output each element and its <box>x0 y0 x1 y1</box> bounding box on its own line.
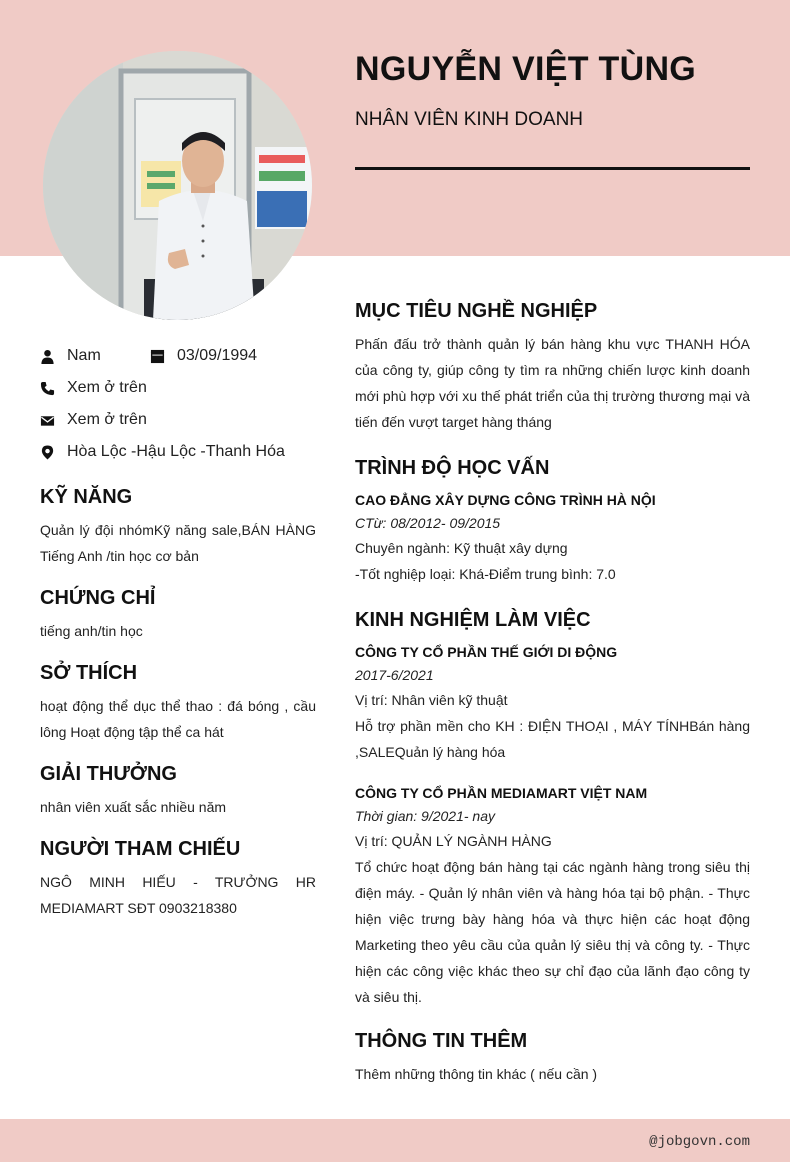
right-column <box>355 300 750 1109</box>
objective-text: Phấn đấu trở thành quản lý bán hàng khu vực THANH HÓA của công ty, giúp công ty tìm ra những chiến lược kinh doanh mới phù hợp với xu thế phát triển của thị trường thương mại và tiến đến vượt target hàng tháng <box>355 336 750 430</box>
job-entry <box>355 781 750 1010</box>
job-description: Hỗ trợ phần mền cho KH : ĐIỆN THOẠI , MÁY TÍNHBán hàng ,SALEQuản lý hàng hóa <box>355 718 750 760</box>
certificates-heading: CHỨNG CHỈ <box>40 587 156 609</box>
certificates-text: tiếng anh/tin học <box>40 623 143 639</box>
skills-heading: KỸ NĂNG <box>40 486 133 508</box>
additional-section <box>355 1030 750 1087</box>
footer-brand: @jobgovn.com <box>649 1134 750 1150</box>
job-period: 2017-6/2021 <box>355 667 434 683</box>
birthdate-value: 03/09/1994 <box>177 347 258 364</box>
education-grade: -Tốt nghiệp loại: Khá-Điểm trung bình: 7.0 <box>355 566 616 582</box>
phone-icon <box>40 380 55 396</box>
job-period: Thời gian: 9/2021- nay <box>355 808 495 824</box>
phone-row <box>40 372 316 404</box>
references-heading: NGƯỜI THAM CHIẾU <box>40 838 241 860</box>
mail-icon <box>40 412 55 428</box>
location-pin-icon <box>40 444 55 460</box>
experience-section <box>355 609 750 1010</box>
awards-heading: GIẢI THƯỞNG <box>40 763 177 785</box>
job-company: CÔNG TY CỔ PHẦN MEDIAMART VIỆT NAM <box>355 785 648 801</box>
title-divider <box>355 167 750 170</box>
education-major: Chuyên ngành: Kỹ thuật xây dựng <box>355 540 568 556</box>
job-company: CÔNG TY CỔ PHẦN THẾ GIỚI DI ĐỘNG <box>355 644 618 660</box>
job-entry <box>355 640 750 765</box>
calendar-icon <box>150 348 165 364</box>
job-role: Vị trí: Nhân viên kỹ thuật <box>355 692 508 708</box>
skills-text: Quản lý đội nhómKỹ năng sale,BÁN HÀNG Tiếng Anh /tin học cơ bản <box>40 522 316 564</box>
education-period: CTừ: 08/2012- 09/2015 <box>355 515 501 531</box>
email-row <box>40 404 316 436</box>
awards-text: nhân viên xuất sắc nhiều năm <box>40 799 227 815</box>
left-column <box>40 340 316 921</box>
profile-photo <box>43 51 312 320</box>
hobbies-heading: SỞ THÍCH <box>40 662 138 684</box>
education-heading: TRÌNH ĐỘ HỌC VẤN <box>355 457 550 479</box>
phone-value: Xem ở trên <box>67 379 147 396</box>
objective-heading: MỤC TIÊU NGHỀ NGHIỆP <box>355 300 598 322</box>
candidate-name: NGUYỄN VIỆT TÙNG <box>355 50 697 88</box>
education-school: CAO ĐẲNG XÂY DỰNG CÔNG TRÌNH HÀ NỘI <box>355 492 656 508</box>
additional-text: Thêm những thông tin khác ( nếu cần ) <box>355 1066 598 1082</box>
person-icon <box>40 348 55 364</box>
job-role: Vị trí: QUẢN LÝ NGÀNH HÀNG <box>355 833 552 849</box>
experience-heading: KINH NGHIỆM LÀM VIỆC <box>355 609 591 631</box>
address-row <box>40 436 316 468</box>
hobbies-text: hoạt động thể dục thể thao : đá bóng , cầu lông Hoạt động tập thể ca hát <box>40 698 316 740</box>
profile-photo-illustration <box>43 51 312 320</box>
email-value: Xem ở trên <box>67 411 147 428</box>
gender-item <box>40 347 150 365</box>
education-section <box>355 457 750 587</box>
objective-section <box>355 300 750 435</box>
candidate-position: NHÂN VIÊN KINH DOANH <box>355 109 584 130</box>
address-value: Hòa Lộc -Hậu Lộc -Thanh Hóa <box>67 443 285 460</box>
references-text: NGÔ MINH HIẾU - TRƯỞNG HR MEDIAMART SĐT 0903218380 <box>40 874 316 916</box>
gender-birthdate-row <box>40 340 316 372</box>
additional-heading: THÔNG TIN THÊM <box>355 1030 528 1052</box>
job-description: Tổ chức hoạt động bán hàng tại các ngành hàng trong siêu thị điện máy. - Quản lý nhân viên và hàng hóa tại bộ phận. - Thực hiện việc trưng bày hàng hóa và thực hiện các hoạt động Marketing theo yêu cầu của quản lý siêu thị và công ty. - Thực hiện các công việc khác theo sự chỉ đạo của lãnh đạo công ty và siêu thị. <box>355 859 750 1005</box>
gender-value: Nam <box>67 347 101 364</box>
